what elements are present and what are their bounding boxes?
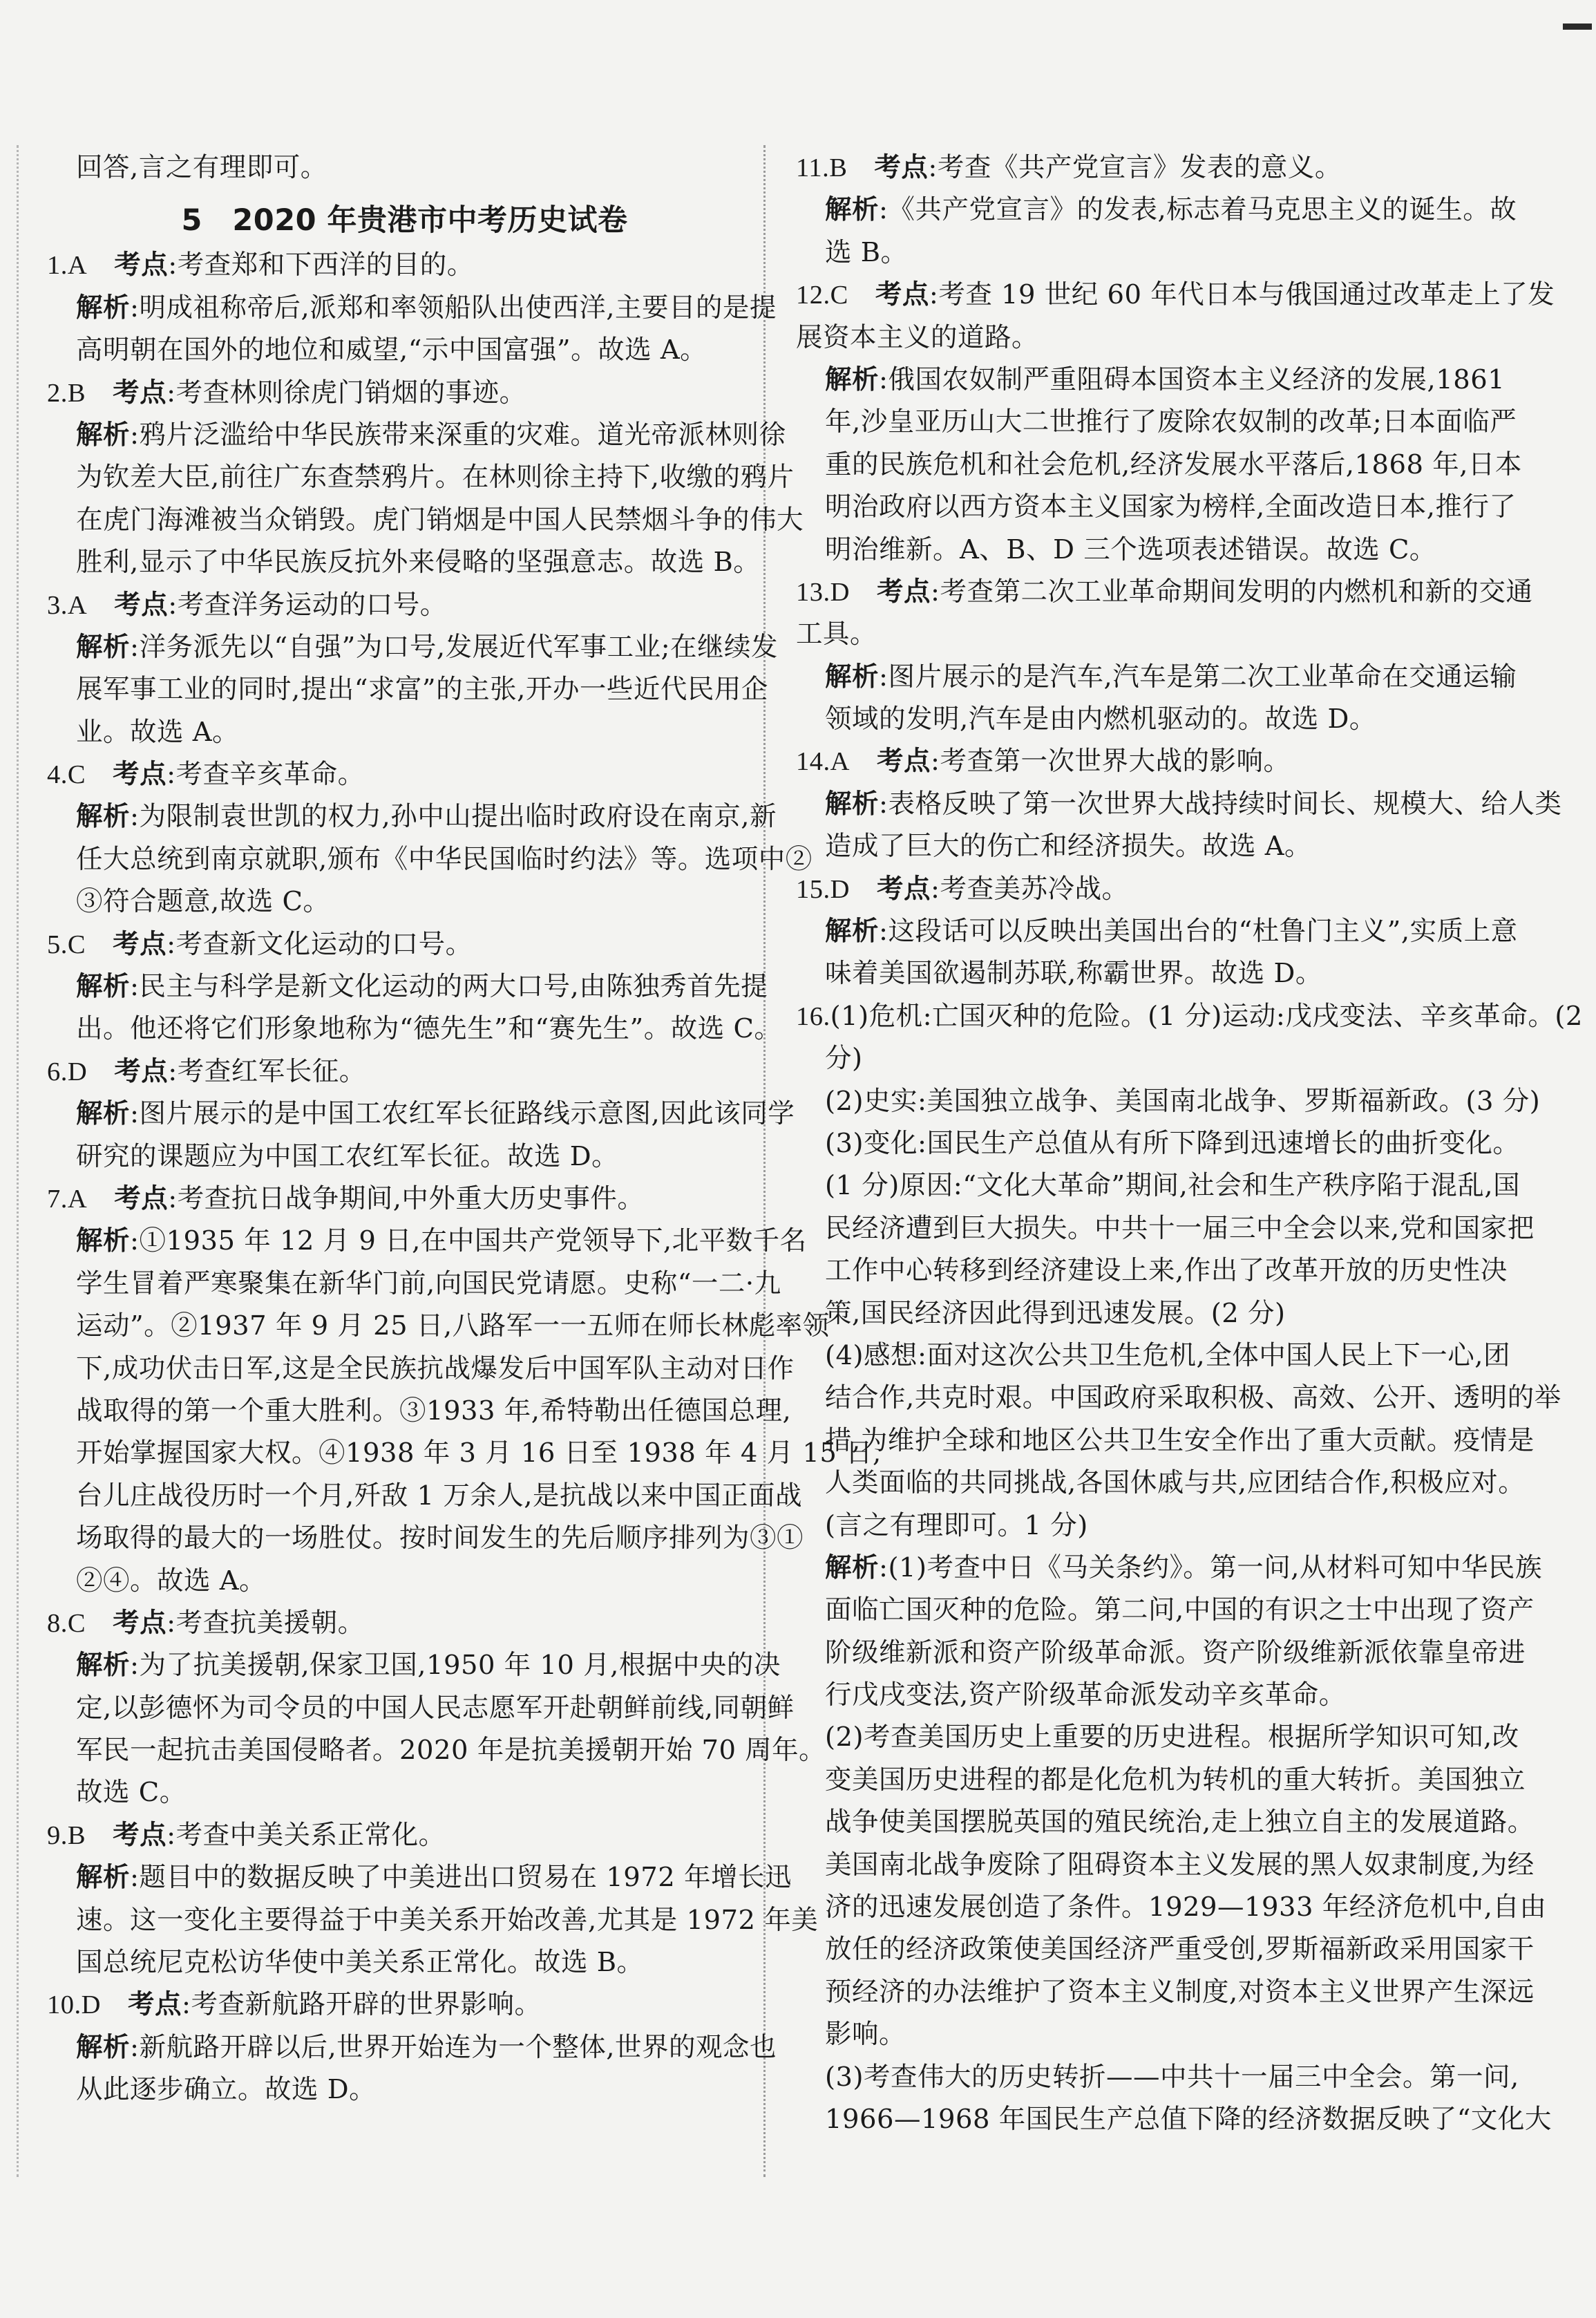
spacer <box>86 377 113 408</box>
point-text: :考查红军长征。 <box>168 1055 366 1087</box>
question-block <box>796 868 1518 995</box>
analysis-label: 解析 <box>76 971 131 1003</box>
point-text: :考查洋务运动的口号。 <box>168 589 447 621</box>
question-16-head <box>796 995 1583 1037</box>
analysis-line: 战取得的第一个重大胜利。③1933 年,希特勒出任德国总理, <box>76 1395 792 1426</box>
answer-line: (2)史实:美国独立战争、美国南北战争、罗斯福新政。(3 分) <box>825 1085 1541 1117</box>
question-head <box>796 868 1511 910</box>
analysis-label: 解析 <box>76 1650 131 1681</box>
answer-line: 结合作,共克时艰。中国政府采取积极、高效、公开、透明的举 <box>825 1382 1561 1414</box>
analysis-text: :鸦片泛滥给中华民族带来深重的灾难。道光帝派林则徐 <box>130 419 786 451</box>
answer-key: 1.A <box>47 251 88 281</box>
analysis-label: 解析 <box>825 1552 880 1583</box>
analysis-line: 军民一起抗击美国侵略者。2020 年是抗美援朝开始 70 周年。 <box>76 1735 826 1766</box>
point-continuation: 展资本主义的道路。 <box>796 321 1039 353</box>
analysis-line: 放任的经济政策使美国经济严重受创,罗斯福新政采用国家干 <box>825 1934 1535 1966</box>
question-block <box>796 571 1533 741</box>
analysis-line: 造成了巨大的伤亡和经济损失。故选 A。 <box>825 831 1312 863</box>
analysis-text: :(1)考查中日《马关条约》。第一问,从材料可知中华民族 <box>879 1552 1543 1583</box>
point-label: 考点 <box>113 377 167 408</box>
spacer <box>87 249 114 281</box>
question-head <box>796 740 1511 782</box>
question-head <box>47 753 762 795</box>
point-text: :考查抗美援朝。 <box>167 1607 365 1639</box>
analysis-line: ③符合题意,故选 C。 <box>76 886 330 918</box>
analysis-text: :明成祖称帝后,派郑和率领船队出使西洋,主要目的是提 <box>130 292 777 323</box>
answer-line: 措,为维护全球和地区公共卫生安全作出了重大贡献。疫情是 <box>825 1424 1535 1456</box>
analysis-line <box>47 1220 807 1262</box>
question-block <box>47 1814 819 1984</box>
analysis-line: 重的民族危机和社会危机,经济发展水平落后,1868 年,日本 <box>825 449 1522 480</box>
analysis-line: 从此逐步确立。故选 D。 <box>76 2074 377 2106</box>
analysis-line: 学生冒着严寒聚集在新华门前,向国民党请愿。史称“一二·九 <box>76 1268 781 1299</box>
spacer <box>848 279 875 310</box>
analysis-line: 任大总统到南京就职,颁布《中华民国临时约法》等。选项中② <box>76 843 813 875</box>
question-head <box>47 584 762 626</box>
point-label: 考点 <box>113 1607 167 1639</box>
analysis-line: 味着美国欲遏制苏联,称霸世界。故选 D。 <box>825 958 1322 990</box>
analysis-line: 研究的课题应为中国工农红军长征。故选 D。 <box>76 1140 619 1172</box>
analysis-line: 1966—1968 年国民生产总值下降的经济数据反映了“文化大 <box>825 2103 1552 2135</box>
analysis-text: :为限制袁世凯的权力,孙中山提出临时政府设在南京,新 <box>130 801 777 833</box>
analysis-label: 解析 <box>825 194 880 226</box>
analysis-text: :①1935 年 12 月 9 日,在中国共产党领导下,北平数千名 <box>130 1225 807 1257</box>
answer-key: 2.B <box>47 378 86 408</box>
analysis-text: :图片展示的是汽车,汽车是第二次工业革命在交通运输 <box>879 661 1517 692</box>
point-text: :考查抗日战争期间,中外重大历史事件。 <box>168 1182 645 1214</box>
analysis-line: 明治维新。A、B、D 三个选项表述错误。故选 C。 <box>825 534 1436 565</box>
analysis-line: 领域的发明,汽车是由内燃机驱动的。故选 D。 <box>825 704 1376 735</box>
analysis-text: :洋务派先以“自强”为口号,发展近代军事工业;在继续发 <box>130 631 779 663</box>
answer-key: 15.D <box>796 874 850 904</box>
section-title: 5 2020 年贵港市中考历史试卷 <box>181 203 628 238</box>
point-text: :考查新文化运动的口号。 <box>167 928 473 960</box>
question-head <box>47 244 762 286</box>
question-head <box>47 1602 762 1644</box>
analysis-line <box>796 783 1562 825</box>
spacer <box>87 590 114 621</box>
point-label: 考点 <box>114 1055 169 1087</box>
analysis-label: 解析 <box>76 1225 131 1257</box>
analysis-line: 面临亡国灭种的危险。第二问,中国的有识之士中出现了资产 <box>825 1594 1535 1626</box>
question-block <box>47 1050 795 1178</box>
analysis-line <box>796 656 1517 698</box>
analysis-line: 选 B。 <box>825 236 908 268</box>
analysis-text: :题目中的数据反映了中美进出口贸易在 1972 年增长迅 <box>130 1862 792 1894</box>
analysis-line: 战争使美国摆脱英国的殖民统治,走上独立自主的发展道路。 <box>825 1807 1535 1838</box>
question-head <box>47 1984 762 2026</box>
spacer <box>101 1989 128 2020</box>
spacer <box>86 759 113 790</box>
analysis-label: 解析 <box>76 801 131 833</box>
analysis-line <box>796 910 1518 952</box>
answer-line: (3)变化:国民生产总值从有所下降到迅速增长的曲折变化。 <box>825 1127 1520 1159</box>
right-column <box>796 147 1583 2140</box>
point-text: :考查新航路开辟的世界影响。 <box>181 1989 542 2021</box>
analysis-line <box>47 965 768 1008</box>
analysis-line <box>796 189 1517 231</box>
point-text: :考查 19 世纪 60 年代日本与俄国通过改革走上了发 <box>929 279 1555 311</box>
question-head <box>47 1050 762 1093</box>
question-head <box>796 147 1511 189</box>
spacer <box>87 1056 114 1087</box>
analysis-line <box>47 626 779 668</box>
analysis-line: (2)考查美国历史上重要的历史进程。根据所学知识可知,改 <box>825 1722 1519 1753</box>
corner-mark <box>1563 23 1592 30</box>
analysis-line <box>47 414 786 456</box>
answer-key: 12.C <box>796 281 848 310</box>
point-label: 考点 <box>874 152 929 183</box>
analysis-line: 定,以彭德怀为司令员的中国人民志愿军开赴朝鲜前线,同朝鲜 <box>76 1692 795 1724</box>
analysis-line <box>47 795 777 838</box>
question-head <box>47 372 762 414</box>
analysis-line: 变美国历史进程的都是化危机为转机的重大转折。美国独立 <box>825 1764 1526 1796</box>
analysis-line: 业。故选 A。 <box>76 716 240 748</box>
analysis-line: (3)考查伟大的历史转折——中共十一届三中全会。第一问, <box>825 2061 1519 2093</box>
question-block <box>47 753 813 923</box>
analysis-text: :俄国农奴制严重阻碍本国资本主义经济的发展,1861 <box>879 364 1505 395</box>
analysis-line <box>47 1644 781 1686</box>
analysis-line: 年,沙皇亚历山大二世推行了废除农奴制的改革;日本面临严 <box>825 406 1517 438</box>
answer-key: 5.C <box>47 930 86 959</box>
analysis-line <box>796 1547 1543 1589</box>
spacer <box>87 1183 114 1214</box>
spacer <box>850 746 877 777</box>
point-label: 考点 <box>876 746 931 778</box>
analysis-line: 开始掌握国家大权。④1938 年 3 月 16 日至 1938 年 4 月 15 日, <box>76 1438 882 1469</box>
question-block <box>47 372 804 584</box>
point-text: :考查林则徐虎门销烟的事迹。 <box>167 377 526 408</box>
answer-line: 民经济遭到巨大损失。中共十一届三中全会以来,党和国家把 <box>825 1212 1535 1244</box>
answer-key: 13.D <box>796 577 850 607</box>
spacer <box>847 152 874 183</box>
analysis-line: 国总统尼克松访华使中美关系正常化。故选 B。 <box>76 1947 644 1979</box>
point-label: 考点 <box>127 1989 182 2021</box>
point-label: 考点 <box>114 249 169 281</box>
question-block <box>796 147 1517 274</box>
analysis-label: 解析 <box>76 631 131 663</box>
point-text: :考查美苏冷战。 <box>930 873 1129 905</box>
analysis-line: 行戊戌变法,资产阶级革命派发动辛亥革命。 <box>825 1679 1346 1711</box>
question-head <box>47 1178 762 1220</box>
point-label: 考点 <box>876 873 931 905</box>
analysis-label: 解析 <box>825 788 880 820</box>
analysis-label: 解析 <box>76 1862 131 1894</box>
point-label: 考点 <box>114 1182 169 1214</box>
point-label: 考点 <box>113 759 167 791</box>
question-block <box>796 740 1562 867</box>
analysis-line: 阶级维新派和资产阶级革命派。资产阶级维新派依靠皇帝进 <box>825 1637 1526 1668</box>
answer-line: 分) <box>825 1043 863 1075</box>
analysis-line: 美国南北战争废除了阻碍资本主义发展的黑人奴隶制度,为经 <box>825 1849 1535 1881</box>
question-block <box>47 1178 882 1602</box>
analysis-text: :表格反映了第一次世界大战持续时间长、规模大、给人类 <box>879 788 1562 820</box>
analysis-line: 出。他还将它们形象地称为“德先生”和“赛先生”。故选 C。 <box>76 1013 781 1045</box>
analysis-text: :这段话可以反映出美国出台的“杜鲁门主义”,实质上意 <box>879 916 1518 948</box>
answer-line: (1 分)原因:“文化大革命”期间,社会和生产秩序陷于混乱,国 <box>825 1170 1521 1202</box>
analysis-text: :图片展示的是中国工农红军长征路线示意图,因此该同学 <box>130 1098 795 1130</box>
spacer <box>86 929 113 960</box>
analysis-line <box>47 287 777 329</box>
spacer <box>86 1820 113 1851</box>
analysis-line: 速。这一变化主要得益于中美关系开始改善,尤其是 1972 年美 <box>76 1904 819 1936</box>
answer-line: (言之有理即可。1 分) <box>825 1509 1088 1541</box>
question-16-block <box>796 995 1583 2141</box>
answer-line: 策,国民经济因此得到迅速发展。(2 分) <box>825 1297 1286 1329</box>
spacer <box>850 874 877 905</box>
question-block <box>47 1984 777 2111</box>
answer-key: 9.B <box>47 1820 86 1850</box>
analysis-line: 故选 C。 <box>76 1777 187 1809</box>
question-head <box>796 571 1533 613</box>
analysis-label: 解析 <box>76 292 131 323</box>
point-text: :考查《共产党宣言》发表的意义。 <box>928 152 1342 183</box>
analysis-line: 高明朝在国外的地位和威望,“示中国富强”。故选 A。 <box>76 334 707 366</box>
analysis-line: 明治政府以西方资本主义国家为榜样,全面改造日本,推行了 <box>825 491 1517 523</box>
point-label: 考点 <box>876 576 931 607</box>
answer-key: 3.A <box>47 590 88 620</box>
analysis-text: :为了抗美援朝,保家卫国,1950 年 10 月,根据中央的决 <box>130 1650 781 1681</box>
question-block <box>796 274 1555 571</box>
analysis-label: 解析 <box>76 2031 131 2063</box>
point-text: :考查中美关系正常化。 <box>167 1819 446 1851</box>
analysis-line: ②④。故选 A。 <box>76 1565 267 1596</box>
analysis-line: 场取得的最大的一场胜仗。按时间发生的先后顺序排列为③① <box>76 1523 804 1554</box>
analysis-line: 展军事工业的同时,提出“求富”的主张,开办一些近代民用企 <box>76 674 768 706</box>
point-label: 考点 <box>114 589 169 621</box>
question-block <box>47 244 777 371</box>
answer-line: 工作中心转移到经济建设上来,作出了改革开放的历史性决 <box>825 1255 1508 1287</box>
analysis-label: 解析 <box>825 916 880 948</box>
point-text: :考查辛亥革命。 <box>167 759 365 791</box>
spacer <box>86 1608 113 1639</box>
answer-line: 人类面临的共同挑战,各国休戚与共,应团结合作,积极应对。 <box>825 1467 1526 1499</box>
analysis-line <box>47 1856 792 1898</box>
spacer <box>850 576 877 607</box>
answer-line: (4)感想:面对这次公共卫生危机,全体中国人民上下一心,团 <box>825 1339 1510 1371</box>
point-text: :考查郑和下西洋的目的。 <box>168 249 474 281</box>
analysis-text: :新航路开辟以后,世界开始连为一个整体,世界的观念也 <box>130 2031 777 2063</box>
question-head <box>796 274 1555 316</box>
analysis-line <box>47 1093 795 1135</box>
answer-key: 8.C <box>47 1608 86 1638</box>
analysis-line: 济的迅速发展创造了条件。1929—1933 年经济危机中,自由 <box>825 1892 1547 1923</box>
analysis-label: 解析 <box>76 419 131 451</box>
point-continuation: 工具。 <box>796 619 877 650</box>
answer-key: 16. <box>796 1001 830 1031</box>
answer-key: 10.D <box>47 1990 101 2020</box>
analysis-line: 为钦差大臣,前往广东查禁鸦片。在林则徐主持下,收缴的鸦片 <box>76 462 795 493</box>
analysis-line: 影响。 <box>825 2019 906 2051</box>
analysis-label: 解析 <box>825 364 880 395</box>
question-head <box>47 923 762 965</box>
answer-key: 14.A <box>796 747 850 777</box>
point-label: 考点 <box>113 1819 167 1851</box>
answer-key: 6.D <box>47 1057 88 1086</box>
point-label: 考点 <box>875 279 929 311</box>
question-block <box>47 1602 826 1814</box>
analysis-label: 解析 <box>76 1098 131 1130</box>
analysis-line <box>47 2026 777 2069</box>
analysis-line <box>796 359 1511 401</box>
analysis-text: :《共产党宣言》的发表,标志着马克思主义的诞生。故 <box>879 194 1517 226</box>
analysis-line: 台儿庄战役历时一个月,歼敌 1 万余人,是抗战以来中国正面战 <box>76 1480 802 1511</box>
answer-key: 7.A <box>47 1184 88 1214</box>
answer-text: (1)危机:亡国灭种的危险。(1 分)运动:戊戌变法、辛亥革命。(2 <box>830 1000 1583 1032</box>
question-block <box>47 923 781 1050</box>
answer-key: 11.B <box>796 153 848 182</box>
point-label: 考点 <box>113 928 167 960</box>
analysis-line: 运动”。②1937 年 9 月 25 日,八路军一一五师在师长林彪率领 <box>76 1310 830 1342</box>
question-head <box>47 1814 762 1856</box>
analysis-text: :民主与科学是新文化运动的两大口号,由陈独秀首先提 <box>130 971 768 1003</box>
point-text: :考查第二次工业革命期间发明的内燃机和新的交通 <box>930 576 1533 607</box>
continuation-line: 回答,言之有理即可。 <box>76 152 327 183</box>
analysis-line: 预经济的办法维护了资本主义制度,对资本主义世界产生深远 <box>825 1976 1535 2008</box>
analysis-label: 解析 <box>825 661 880 692</box>
answer-key: 4.C <box>47 760 86 790</box>
analysis-line: 在虎门海滩被当众销毁。虎门销烟是中国人民禁烟斗争的伟大 <box>76 504 804 536</box>
left-margin-divider <box>17 145 19 2177</box>
analysis-line: 胜利,显示了中华民族反抗外来侵略的坚强意志。故选 B。 <box>76 547 761 578</box>
point-text: :考查第一次世界大战的影响。 <box>930 746 1291 778</box>
analysis-line: 下,成功伏击日军,这是全民族抗战爆发后中国军队主动对日作 <box>76 1353 795 1384</box>
question-block <box>47 584 779 754</box>
